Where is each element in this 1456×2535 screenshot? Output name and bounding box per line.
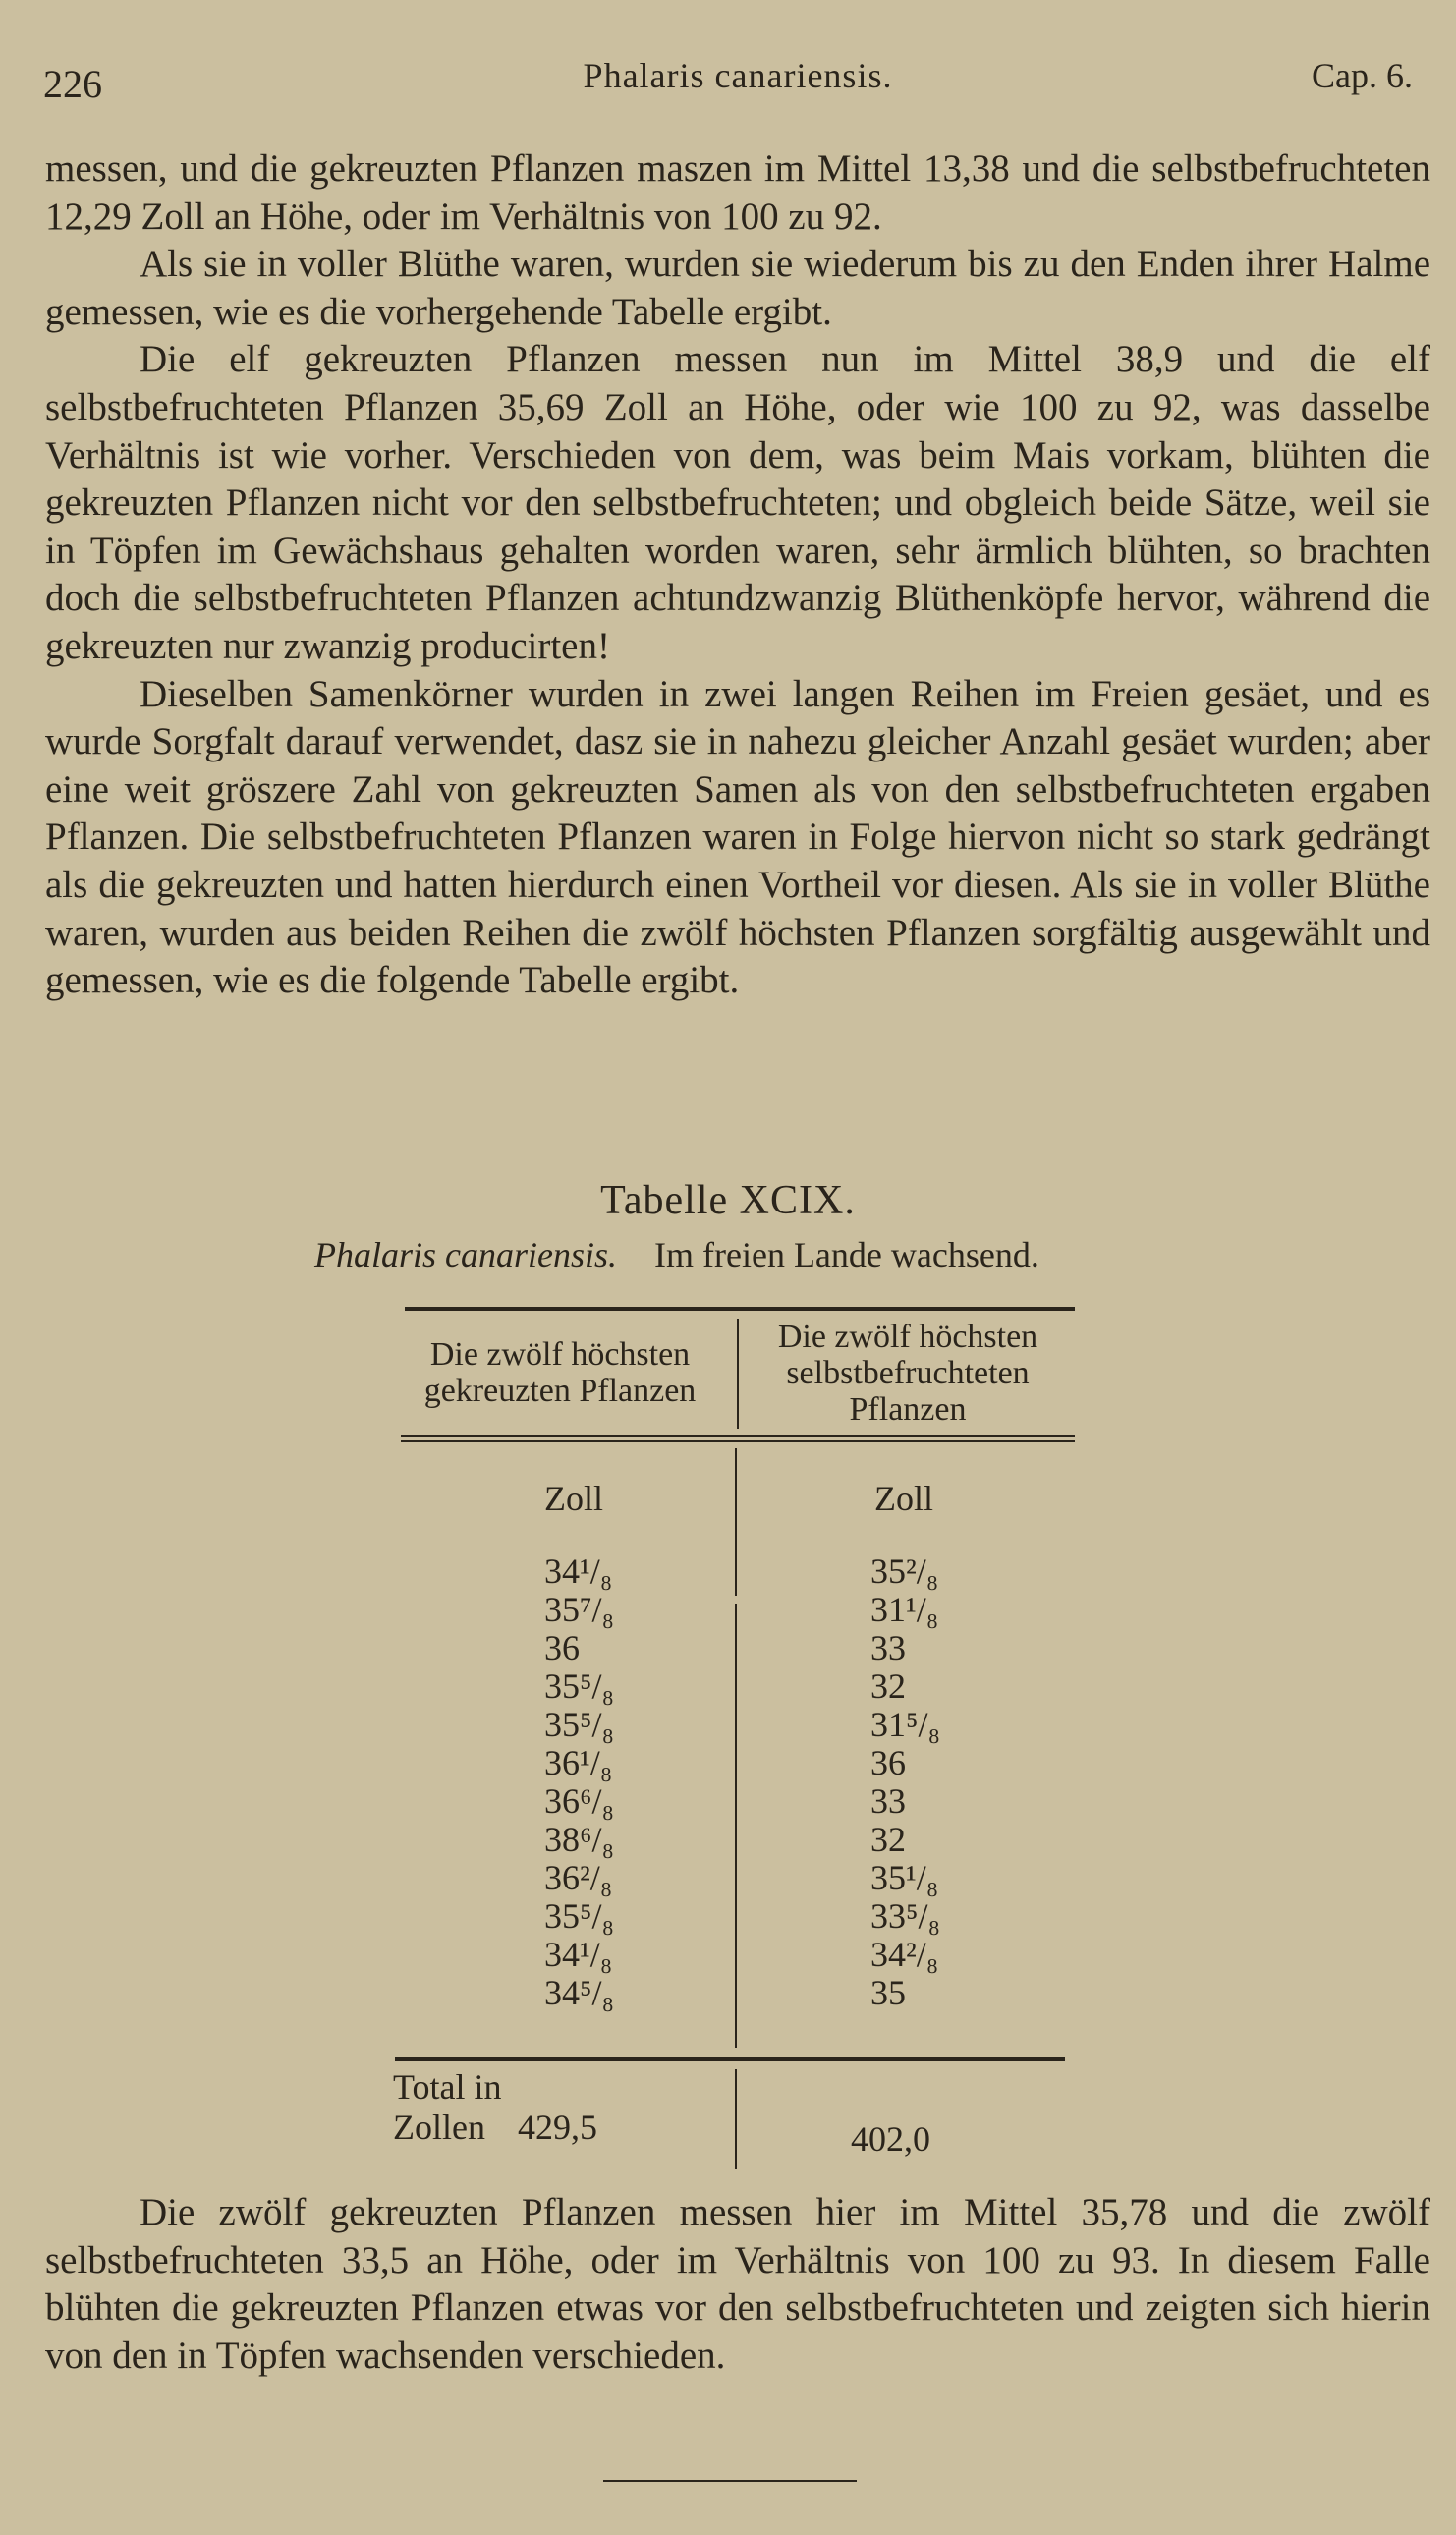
col1-header: Die zwölf höchsten gekreuzten Pflanzen — [423, 1336, 697, 1409]
table-top-rule — [405, 1307, 1075, 1311]
total-label-line2-row — [393, 2108, 597, 2148]
table-cell: 34¹/₈ — [544, 1551, 613, 1591]
table-cell: 33⁵/₈ — [870, 1896, 941, 1936]
body-text-top — [45, 145, 1430, 1005]
col2-total: 402,0 — [851, 2119, 930, 2159]
col1-unit: Zoll — [544, 1479, 603, 1518]
col2-values — [870, 1552, 940, 2012]
table-cell: 35⁵/₈ — [544, 1666, 615, 1706]
column-divider-upper — [735, 1448, 737, 1596]
table-cell: 31⁵/₈ — [870, 1705, 941, 1744]
running-header — [43, 51, 1432, 110]
col2-unit: Zoll — [874, 1479, 933, 1518]
table-cell: 34¹/₈ — [544, 1935, 613, 1974]
table-cell: 38⁶/₈ — [544, 1820, 615, 1859]
species-name: Phalaris canariensis. — [314, 1235, 618, 1274]
table-cell: 34⁵/₈ — [544, 1973, 615, 2012]
table-cell: 36⁶/₈ — [544, 1781, 615, 1821]
header-rule-1 — [401, 1435, 1075, 1436]
table-cell: 36²/₈ — [544, 1858, 613, 1897]
column-divider-lower — [735, 1604, 737, 2048]
table-total-rule — [395, 2057, 1065, 2061]
total-label-line1: Total in — [393, 2067, 502, 2107]
paragraph: Die elf gekreuzten Pflanzen messen nun im Mittel 38,9 und die elf selbstbefruchteten Pflanzen 35,69 Zoll an Höhe, oder wie 100 zu 92, was dasselbe Verhältnis ist wie vorher. Verschieden von dem, was beim Mais vorkam, blühten die gekreuzten Pflanzen nicht vor den selbstbefruchteten; und obgleich beide Sätze, weil sie in Töpfen im Gewächshaus gehalten worden waren, sehr ärmlich blühten, so brachten doch die selbstbefruchteten Pflanzen achtundzwanzig Blüthenköpfe hervor, während die gekreuzten nur zwanzig producirten! — [45, 338, 1430, 667]
table-cell: 35⁵/₈ — [544, 1705, 615, 1744]
table-cell: 33 — [870, 1781, 906, 1821]
table-cell: 36 — [870, 1743, 906, 1782]
table-cell: 36¹/₈ — [544, 1743, 613, 1782]
paragraph: Dieselben Samenkörner wurden in zwei langen Reihen im Freien gesäet, und es wurde Sorgfalt darauf verwendet, dasz sie in nahezu gleicher Anzahl gesäet wurden; aber eine weit gröszere Zahl von gekreuzten Samen als von den selbstbefruchteten ergaben Pflanzen. Die selbstbefruchteten Pflanzen waren in Folge hiervon nicht so stark gedrängt als die gekreuzten und hatten hierdurch einen Vortheil vor diesen. Als sie in voller Blüthe waren, wurden aus beiden Reihen die zwölf höchsten Pflanzen sorgfältig ausgewählt und gemessen, wie es die folgende Tabelle ergibt. — [45, 672, 1430, 1002]
table-cell: 35⁷/₈ — [544, 1590, 615, 1629]
col1-total: 429,5 — [517, 2108, 597, 2147]
body-text-bottom — [45, 2189, 1430, 2380]
paragraph: Als sie in voller Blüthe waren, wurden sie wiederum bis zu den Enden ihrer Halme gemessen, wie es die vorhergehende Tabelle ergibt. — [45, 243, 1430, 333]
chapter-label: Cap. 6. — [1312, 56, 1413, 95]
table-cell: 32 — [870, 1820, 906, 1859]
table-cell: 31¹/₈ — [870, 1590, 939, 1629]
paragraph: Die zwölf gekreuzten Pflanzen messen hier im Mittel 35,78 und die zwölf selbstbefruchteten 33,5 an Höhe, oder im Verhältnis von 100 zu 93. In diesem Falle blühten die gekreuzten Pflanzen etwas vor den selbstbefruchteten und zeigten sich hierin von den in Töpfen wachsenden verschieden. — [45, 2191, 1430, 2377]
header-divider — [737, 1319, 739, 1429]
table-cell: 34²/₈ — [870, 1935, 939, 1974]
table-cell: 35²/₈ — [870, 1551, 939, 1591]
table-cell: 35¹/₈ — [870, 1858, 939, 1897]
table-cell: 32 — [870, 1666, 906, 1706]
paragraph: messen, und die gekreuzten Pflanzen maszen im Mittel 13,38 und die selbstbefruchteten 12,29 Zoll an Höhe, oder im Verhältnis von 100 zu 92. — [45, 147, 1430, 238]
table-cell: 36 — [544, 1628, 580, 1667]
table-title: Tabelle XCIX. — [600, 1178, 856, 1223]
table-subtitle — [314, 1234, 1039, 1275]
table-cell: 35 — [870, 1973, 906, 2012]
col2-header: Die zwölf höchsten selbstbefruchteten Pflanzen — [777, 1319, 1038, 1428]
table-condition: Im freien Lande wachsend. — [654, 1235, 1039, 1274]
table-cell: 33 — [870, 1628, 906, 1667]
end-rule — [603, 2480, 857, 2482]
total-label-line2: Zollen — [393, 2108, 485, 2147]
table-cell: 35⁵/₈ — [544, 1896, 615, 1936]
col1-values — [544, 1552, 614, 2012]
total-divider — [735, 2069, 737, 2169]
running-title: Phalaris canariensis. — [583, 56, 893, 95]
page-number: 226 — [43, 62, 102, 106]
header-rule-2 — [401, 1440, 1075, 1442]
total-row — [393, 2067, 597, 2148]
